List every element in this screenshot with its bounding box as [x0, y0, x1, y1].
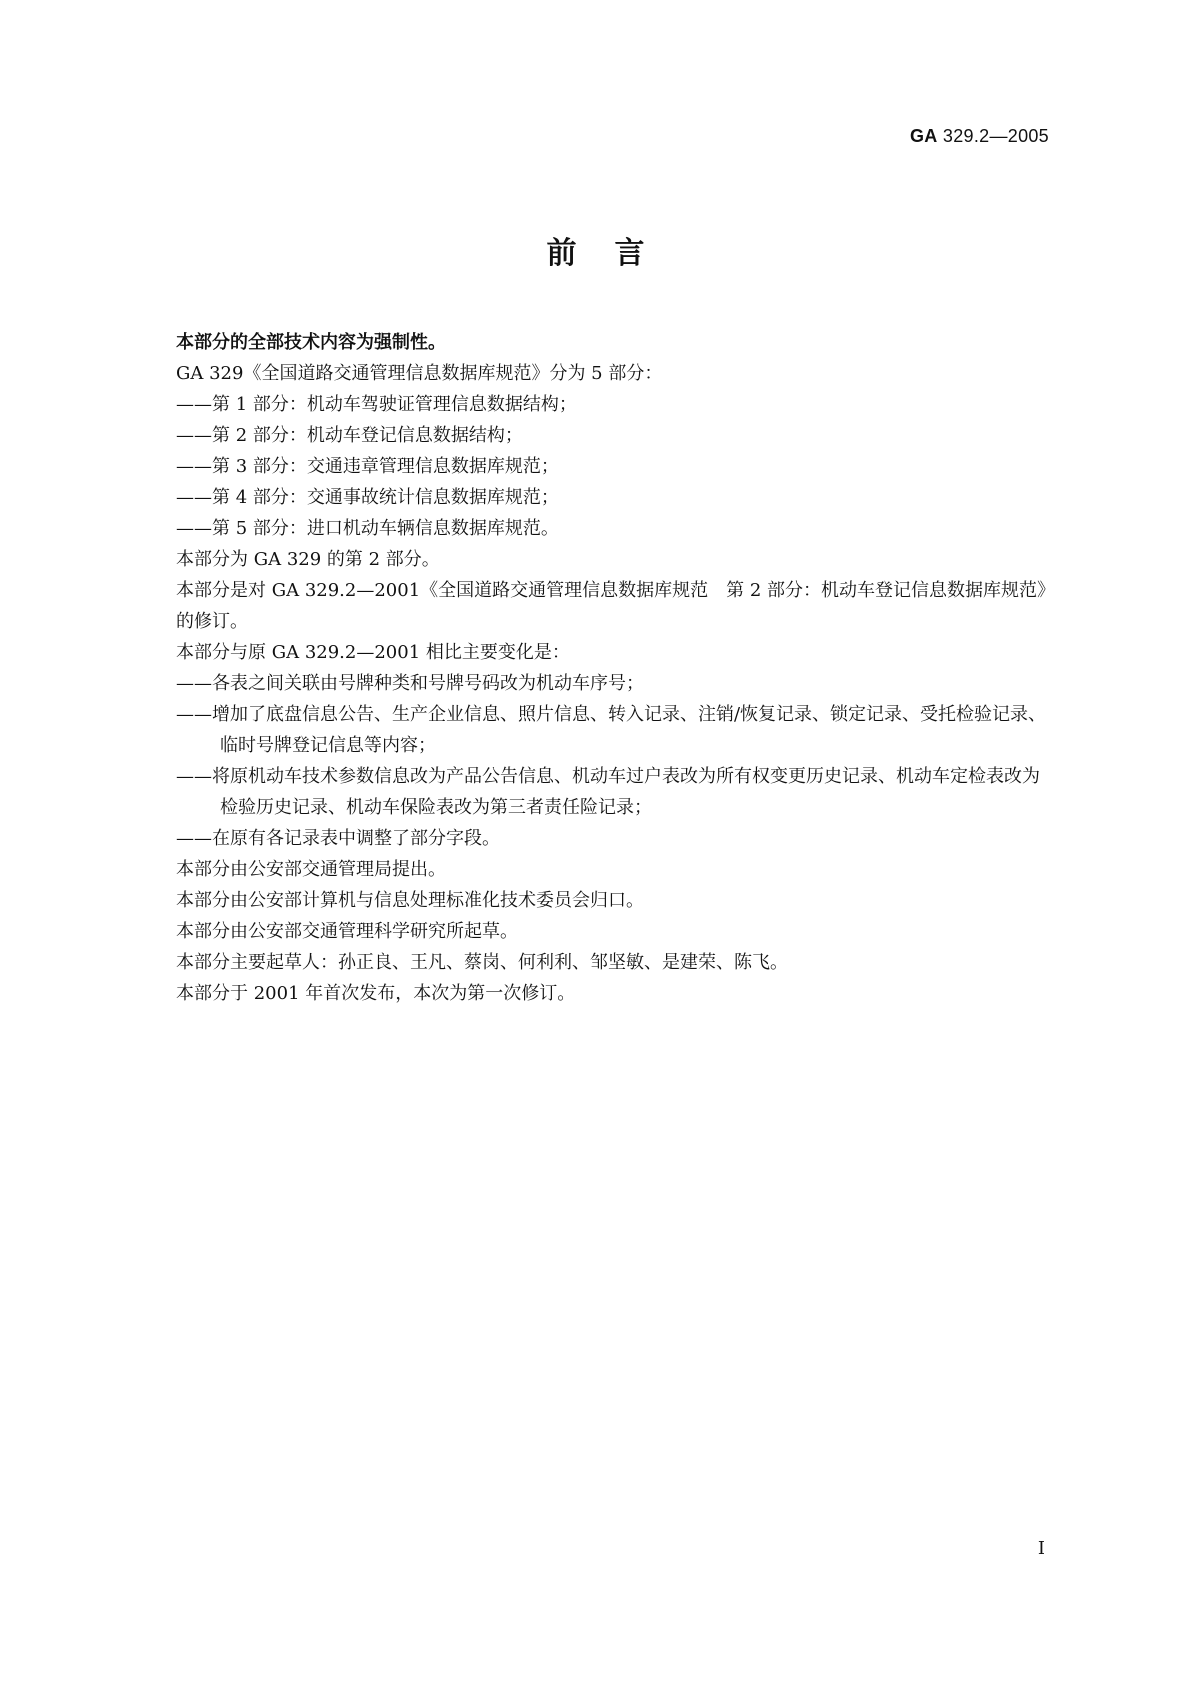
list-item-part-5: ——第 5 部分：进口机动车辆信息数据库规范。 [176, 518, 559, 539]
paragraph-publication-history: 本部分于 2001 年首次发布，本次为第一次修订。 [176, 983, 576, 1004]
list-item-part-2: ——第 2 部分：机动车登记信息数据结构； [176, 425, 523, 446]
document-code [910, 126, 1049, 147]
paragraph-proposer: 本部分由公安部交通管理局提出。 [176, 859, 446, 880]
list-item-part-1: ——第 1 部分：机动车驾驶证管理信息数据结构； [176, 394, 577, 415]
list-item-change-1: ——各表之间关联由号牌种类和号牌号码改为机动车序号； [176, 673, 644, 694]
list-item-change-2: ——增加了底盘信息公告、生产企业信息、照片信息、转入记录、注销/恢复记录、锁定记录、受托检验记录、临时号牌登记信息等内容； [176, 704, 1047, 756]
foreword-body [176, 327, 1057, 1009]
list-item-part-4: ——第 4 部分：交通事故统计信息数据库规范； [176, 487, 559, 508]
list-item-change-3: ——将原机动车技术参数信息改为产品公告信息、机动车过户表改为所有权变更历史记录、机动车定检表改为检验历史记录、机动车保险表改为第三者责任险记录； [176, 766, 1040, 818]
paragraph-this-part: 本部分为 GA 329 的第 2 部分。 [176, 549, 440, 570]
page-title: 前言 [546, 236, 683, 271]
list-item-part-3: ——第 3 部分：交通违章管理信息数据库规范； [176, 456, 559, 477]
document-code-number: 329.2—2005 [937, 126, 1049, 146]
list-item-change-4: ——在原有各记录表中调整了部分字段。 [176, 828, 500, 849]
paragraph-main-drafters: 本部分主要起草人：孙正良、王凡、蔡岗、何利利、邹坚敏、是建荣、陈飞。 [176, 952, 788, 973]
mandatory-statement: 本部分的全部技术内容为强制性。 [176, 332, 446, 353]
page-number: I [1037, 1538, 1045, 1559]
paragraph-parts-intro: GA 329《全国道路交通管理信息数据库规范》分为 5 部分： [176, 363, 663, 384]
paragraph-centralized-by: 本部分由公安部计算机与信息处理标准化技术委员会归口。 [176, 890, 644, 911]
document-code-prefix: GA [910, 126, 938, 146]
paragraph-revision: 本部分是对 GA 329.2—2001《全国道路交通管理信息数据库规范 第 2 部分：机动车登记信息数据库规范》的修订。 [176, 580, 1056, 632]
paragraph-drafted-by: 本部分由公安部交通管理科学研究所起草。 [176, 921, 518, 942]
paragraph-changes-intro: 本部分与原 GA 329.2—2001 相比主要变化是： [176, 642, 570, 663]
